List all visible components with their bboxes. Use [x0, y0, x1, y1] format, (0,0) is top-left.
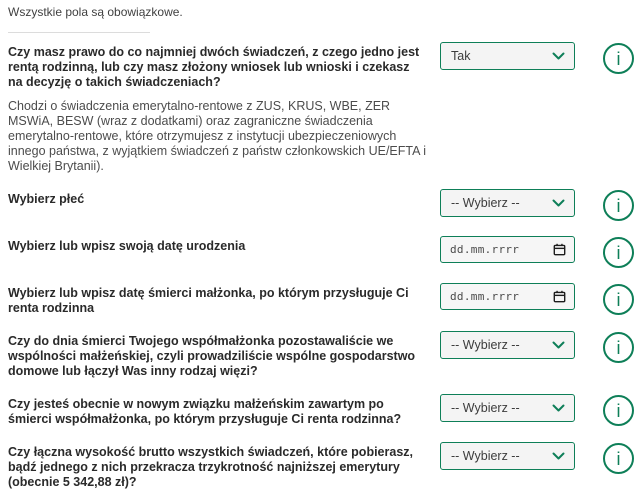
chevron-down-icon [552, 341, 565, 349]
question-description: Chodzi o świadczenia emerytalno-rentowe z ZUS, KRUS, WBE, ZER MSWiA, BESW (wraz z dodatkami) oraz zagraniczne świadczenia emerytalno-rentowe, które otrzymujesz z instytucji ubezpieczeniowych innego państwa, z wyjątkiem świadczeń z państw członkowskich UE/EFTA i Wielkiej Brytanii). [8, 99, 426, 173]
question-label: Wybierz płeć [8, 192, 85, 206]
date-input[interactable] [440, 283, 575, 310]
info-column [603, 331, 634, 363]
select-dropdown[interactable] [440, 394, 575, 422]
question-label-column [8, 394, 440, 427]
form-row [8, 189, 634, 221]
info-column [603, 42, 634, 74]
question-label-column [8, 42, 440, 174]
form-row [8, 283, 634, 316]
select-value: -- Wybierz -- [451, 196, 520, 210]
form-row [8, 236, 634, 268]
select-dropdown[interactable] [440, 189, 575, 217]
info-icon[interactable]: i [603, 43, 634, 74]
select-value: -- Wybierz -- [451, 449, 520, 463]
chevron-down-icon [552, 404, 565, 412]
form-rows [8, 42, 634, 490]
info-column [603, 236, 634, 268]
form-row [8, 394, 634, 427]
question-label: Czy jesteś obecnie w nowym związku małżeńskim zawartym po śmierci współmałżonka, po którym przysługuje Ci renta rodzinna? [8, 397, 402, 426]
question-label-column [8, 283, 440, 316]
info-icon[interactable]: i [603, 332, 634, 363]
chevron-down-icon [552, 452, 565, 460]
question-label: Czy do dnia śmierci Twojego współmałżonka pozostawaliście we wspólności małżeńskiej, czyli prowadziliście wspólne gospodarstwo domowe lub łączył Was inny rodzaj więzi? [8, 334, 416, 378]
info-icon[interactable]: i [603, 395, 634, 426]
form-row [8, 42, 634, 174]
question-label: Czy łączna wysokość brutto wszystkich świadczeń, które pobierasz, bądź jednego z nich przekracza trzykrotność najniższej emerytury (obecnie 5 342,88 zł)? [8, 445, 413, 489]
select-dropdown[interactable] [440, 331, 575, 359]
chevron-down-icon [552, 199, 565, 207]
control-column [440, 189, 575, 217]
control-column [440, 394, 575, 422]
select-value: -- Wybierz -- [451, 338, 520, 352]
info-icon[interactable]: i [603, 284, 634, 315]
info-column [603, 283, 634, 315]
question-label: Wybierz lub wpisz swoją datę urodzenia [8, 239, 246, 253]
info-column [603, 394, 634, 426]
info-icon[interactable]: i [603, 190, 634, 221]
question-label: Wybierz lub wpisz datę śmierci małżonka, po którym przysługuje Ci renta rodzinna [8, 286, 409, 315]
control-column [440, 442, 575, 470]
chevron-down-icon [552, 52, 565, 60]
control-column [440, 283, 575, 310]
date-input[interactable] [440, 236, 575, 263]
divider [8, 32, 150, 33]
question-label: Czy masz prawo do co najmniej dwóch świadczeń, z czego jedno jest rentą rodzinną, lub czy masz złożony wniosek lub wnioski i czekasz na decyzję o takich świadczeniach? [8, 45, 420, 89]
select-value: -- Wybierz -- [451, 401, 520, 415]
info-column [603, 442, 634, 474]
control-column [440, 331, 575, 359]
calendar-icon[interactable] [553, 243, 566, 256]
question-label-column [8, 331, 440, 379]
question-label-column [8, 442, 440, 490]
form-row [8, 331, 634, 379]
info-icon[interactable]: i [603, 443, 634, 474]
question-label-column [8, 189, 440, 207]
form-row [8, 442, 634, 490]
control-column [440, 236, 575, 263]
select-dropdown[interactable] [440, 442, 575, 470]
select-value: Tak [451, 49, 471, 63]
date-placeholder: dd.mm.rrrr [450, 243, 520, 256]
info-column [603, 189, 634, 221]
info-icon[interactable]: i [603, 237, 634, 268]
date-placeholder: dd.mm.rrrr [450, 290, 520, 303]
select-dropdown[interactable] [440, 42, 575, 70]
question-label-column [8, 236, 440, 254]
calendar-icon[interactable] [553, 290, 566, 303]
control-column [440, 42, 575, 70]
required-note: Wszystkie pola są obowiązkowe. [8, 5, 183, 19]
